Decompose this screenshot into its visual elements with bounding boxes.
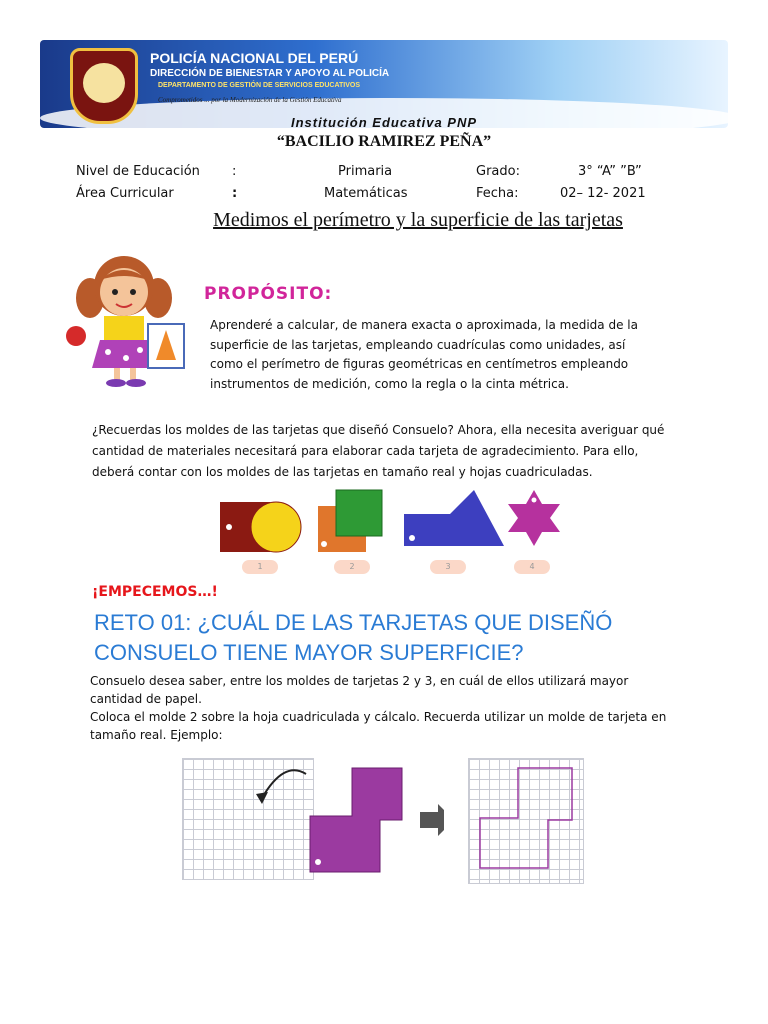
challenge-line-1: RETO 01: ¿CUÁL DE LAS TARJETAS QUE DISEÑÓ [94, 610, 613, 635]
police-crest-logo [70, 48, 138, 124]
body-line: Consuelo desea saber, entre los moldes de tarjetas 2 y 3, en cuál de ellos utilizará mayor [90, 674, 629, 688]
example-template [244, 758, 444, 888]
intro-line: cantidad de materiales necesitará para elaborar cada tarjeta de agradecimiento. Para ello, [92, 444, 639, 458]
date-label: Fecha: [476, 186, 519, 201]
banner-direction: DIRECCIÓN DE BIENESTAR Y APOYO AL POLICÍA [150, 68, 390, 79]
card-label-3: 3 [430, 560, 466, 574]
banner-department: DEPARTAMENTO DE GESTIÓN DE SERVICIOS EDUCATIVOS [158, 82, 360, 89]
intro-text [92, 420, 664, 483]
purpose-heading: PROPÓSITO: [204, 284, 333, 304]
start-heading: ¡EMPECEMOS…! [92, 584, 218, 600]
card-3-shape [404, 490, 504, 546]
purpose-text [210, 316, 638, 394]
curved-arrow-icon [262, 770, 306, 798]
area-sep: : [232, 186, 238, 201]
card-label-4: 4 [514, 560, 550, 574]
purpose-line: superficie de las tarjetas, empleando cuadrículas como unidades, así [210, 337, 626, 352]
purpose-line: Aprenderé a calcular, de manera exacta o aproximada, la medida de la [210, 318, 638, 332]
body-line: cantidad de papel. [90, 692, 202, 706]
institution-school: “BACILIO RAMIREZ PEÑA” [276, 133, 492, 150]
banner-org: POLICÍA NACIONAL DEL PERÚ [150, 50, 359, 66]
template-shape [310, 768, 402, 872]
card-label-2: 2 [334, 560, 370, 574]
worksheet-title: Medimos el perímetro y la superficie de las tarjetas [213, 209, 623, 231]
level-sep: : [232, 164, 237, 179]
girl-illustration [60, 250, 192, 390]
challenge-body [90, 672, 666, 744]
card-label-1: 1 [242, 560, 278, 574]
worksheet [28, 28, 740, 996]
grade-value: 3° “A” ”B” [578, 164, 642, 179]
challenge-heading [94, 608, 612, 668]
grade-label: Grado: [476, 164, 520, 179]
traced-outline [468, 758, 582, 882]
purpose-line: como el perímetro de figuras geométricas en centímetros empleando [210, 357, 629, 371]
right-arrow-icon [420, 804, 444, 836]
level-label: Nivel de Educación [76, 164, 200, 179]
challenge-line-2: CONSUELO TIENE MAYOR SUPERFICIE? [94, 640, 524, 665]
body-line: tamaño real. Ejemplo: [90, 728, 223, 742]
purpose-line: instrumentos de medición, como la regla o la cinta métrica. [210, 376, 569, 391]
area-value: Matemáticas [324, 186, 408, 201]
card-1-shape [220, 502, 301, 552]
body-line: Coloca el molde 2 sobre la hoja cuadriculada y cálcalo. Recuerda utilizar un molde de tarjeta en [90, 710, 667, 724]
card-4-shape [508, 490, 560, 546]
banner-motto: Comprometidos ... por la Modernización de la Gestión Educativa [158, 96, 342, 104]
level-value: Primaria [338, 164, 393, 179]
date-value: 02– 12- 2021 [560, 186, 646, 201]
area-label: Área Curricular [76, 186, 174, 201]
card-2-shape [318, 490, 382, 552]
intro-line: deberá contar con los moldes de las tarjetas en tamaño real y hojas cuadriculadas. [92, 465, 593, 479]
intro-line: ¿Recuerdas los moldes de las tarjetas que diseñó Consuelo? Ahora, ella necesita averiguar qué [92, 423, 665, 437]
institution-name: Institución Educativa PNP [290, 115, 478, 130]
